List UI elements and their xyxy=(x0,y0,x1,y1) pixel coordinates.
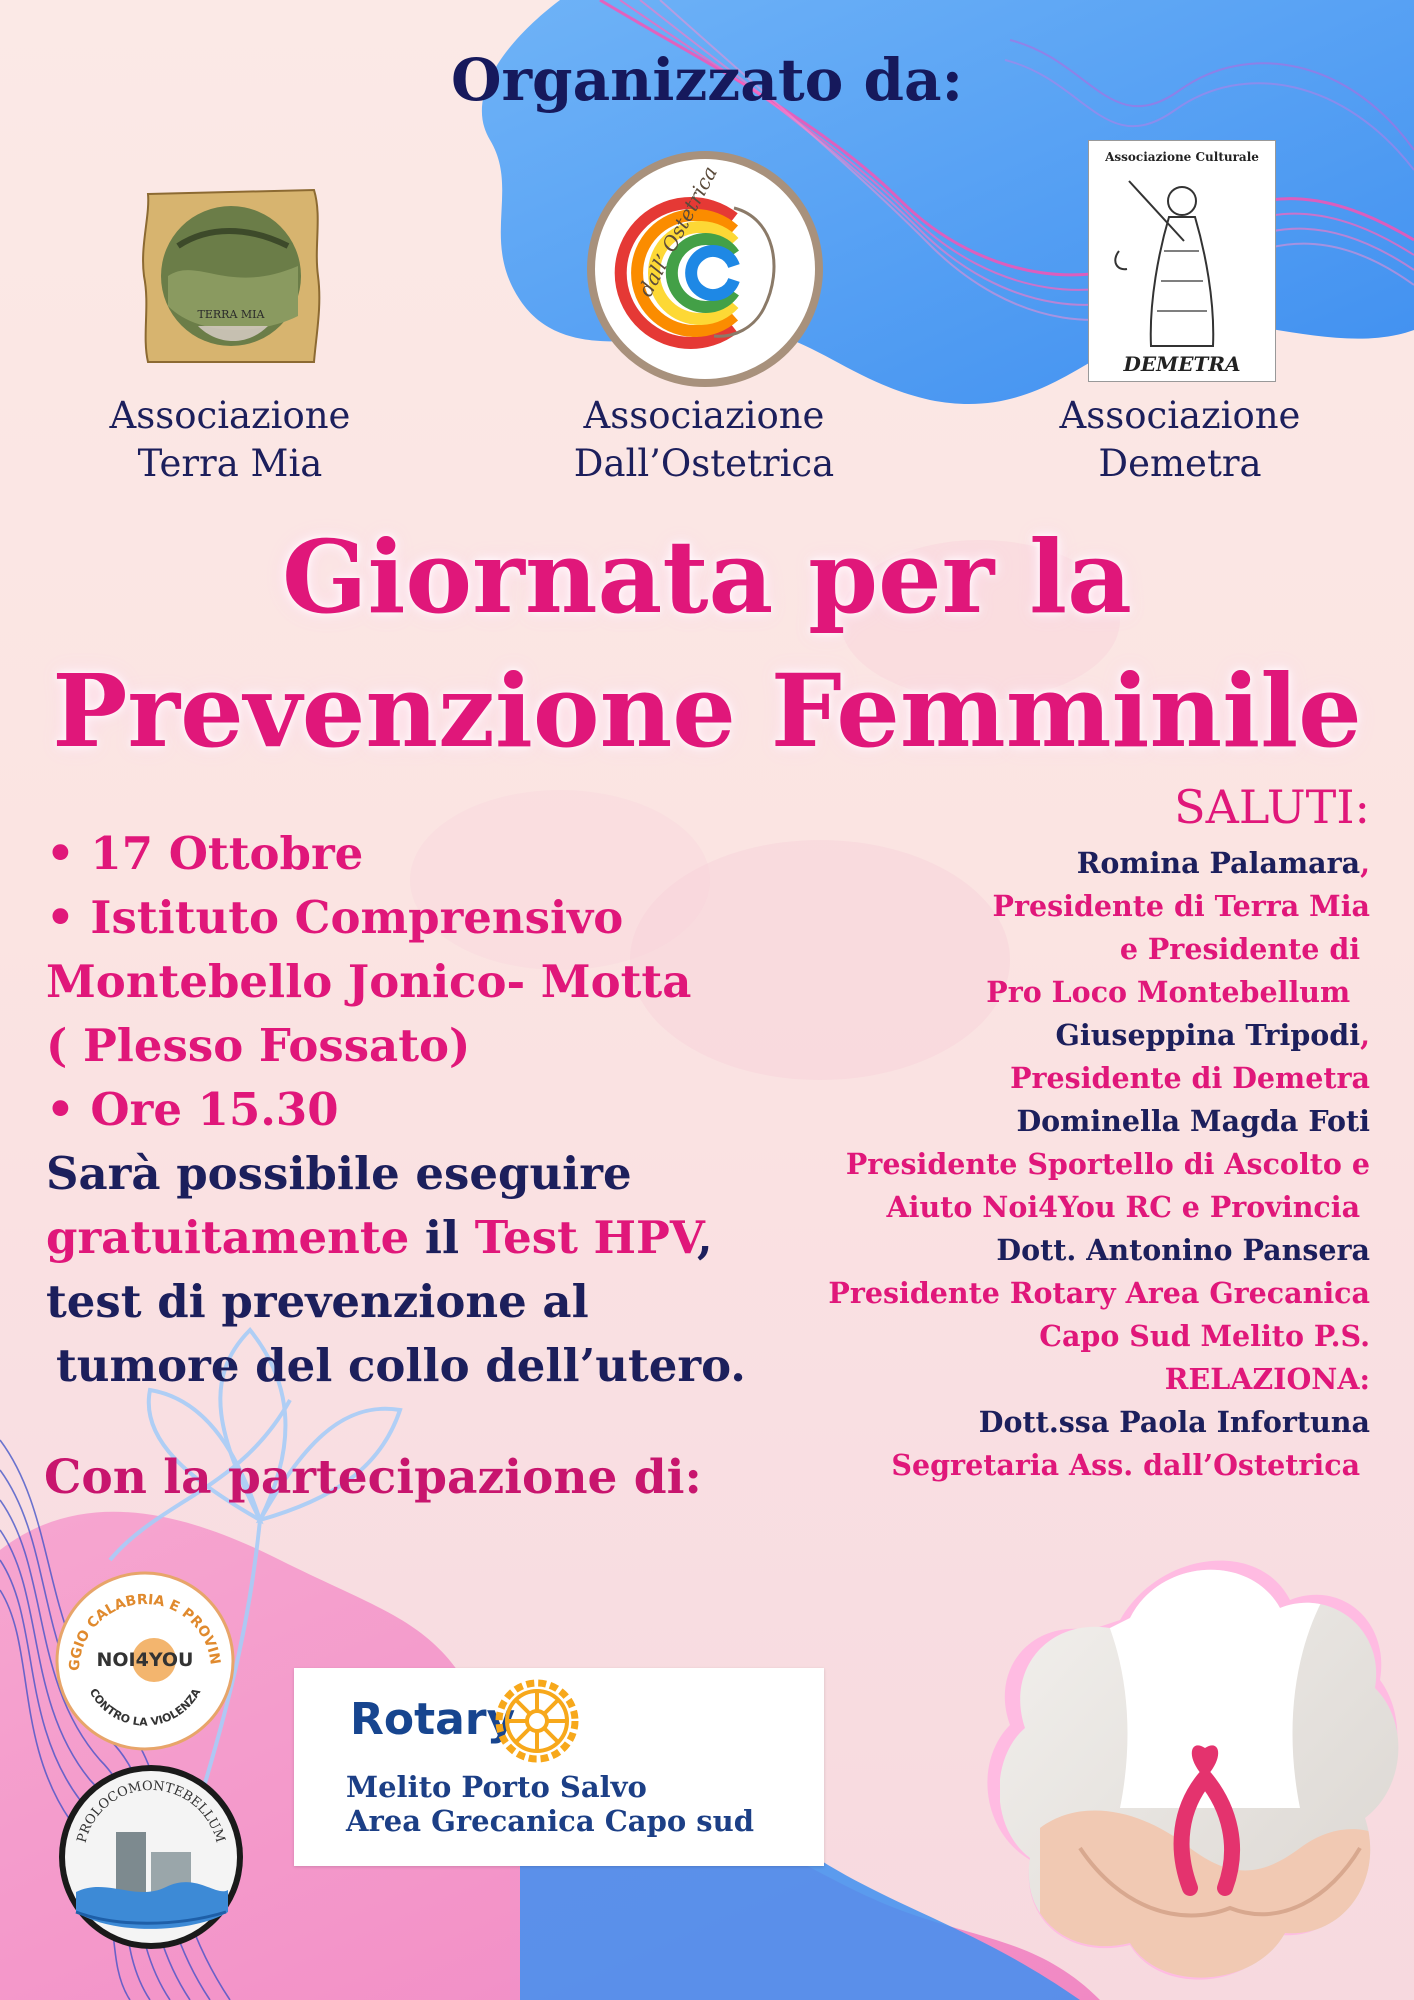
greeting-line xyxy=(730,842,1370,885)
greetings-title: SALUTI: xyxy=(1174,780,1370,834)
organizer-caption-line: Dall’Ostetrica xyxy=(573,442,835,485)
event-title-line-2: Prevenzione Femminile xyxy=(52,652,1362,770)
greeting-name: Giuseppina Tripodi xyxy=(1055,1018,1361,1052)
greeting-line: Segretaria Ass. dall’Ostetrica xyxy=(891,1448,1370,1482)
desc-comma: , xyxy=(696,1211,713,1264)
noi4you-logo xyxy=(54,1570,236,1752)
event-title xyxy=(0,510,1414,778)
organizer-caption-line: Demetra xyxy=(1098,442,1262,485)
rotary-subtitle xyxy=(346,1770,754,1838)
greeting-comma: , xyxy=(1360,1018,1370,1052)
greeting-line: Presidente Rotary Area Grecanica xyxy=(828,1276,1370,1310)
pink-ribbon-hands-photo xyxy=(1000,1548,1410,2000)
greeting-line: Presidente Sportello di Ascolto e xyxy=(845,1147,1370,1181)
event-time: • Ore 15.30 xyxy=(46,1083,339,1136)
event-venue-line-1: • Istituto Comprensivo xyxy=(46,891,624,944)
greeting-line: RELAZIONA: xyxy=(1164,1362,1370,1396)
rotary-wheel-icon xyxy=(494,1678,580,1768)
proloco-ring-text: PROLOCOMONTEBELLUM xyxy=(74,1778,228,1845)
demetra-logo xyxy=(1088,140,1276,382)
event-description-line-4-text: tumore del collo dell’utero. xyxy=(56,1339,746,1392)
dall-ostetrica-logo-text: dall’ Ostetrica xyxy=(633,162,722,301)
greeting-line: Dott.ssa Paola Infortuna xyxy=(978,1405,1370,1439)
organized-by-title: Organizzato da: xyxy=(450,46,964,114)
demetra-logo-top-text: Associazione Culturale xyxy=(1105,150,1259,164)
participation-title: Con la partecipazione di: xyxy=(44,1450,702,1505)
greeting-name: Romina Palamara xyxy=(1076,846,1361,880)
noi4you-ring-text: GGIO CALABRIA E PROVIN xyxy=(66,1591,223,1672)
organizer-caption-line: Associazione xyxy=(1059,394,1301,437)
terra-mia-logo-text: TERRA MIA xyxy=(197,308,265,321)
desc-il: il xyxy=(409,1211,475,1264)
organizer-caption-demetra xyxy=(1020,392,1340,488)
rotary-line-1: Melito Porto Salvo xyxy=(346,1770,647,1804)
event-description-line-4 xyxy=(46,1334,766,1398)
noi4you-bottom-text: CONTRO LA VIOLENZA xyxy=(86,1686,204,1729)
proloco-montebellum-logo xyxy=(56,1762,246,1952)
greeting-line: Presidente di Demetra xyxy=(1010,1061,1370,1095)
event-description-line-1: Sarà possibile eseguire xyxy=(46,1147,632,1200)
event-venue-line-3: ( Plesso Fossato) xyxy=(46,1019,471,1072)
greeting-line: Dott. Antonino Pansera xyxy=(996,1233,1370,1267)
event-title-line-1: Giornata per la xyxy=(282,518,1132,636)
dall-ostetrica-logo xyxy=(584,148,826,390)
test-hpv-highlight: Test HPV xyxy=(474,1211,697,1264)
event-date: • 17 Ottobre xyxy=(46,827,364,880)
rotary-club-card xyxy=(294,1668,824,1866)
organizer-caption-dall-ostetrica xyxy=(544,392,864,488)
free-highlight: gratuitamente xyxy=(46,1211,410,1264)
event-details xyxy=(46,822,766,1398)
greeting-line: Aiuto Noi4You RC e Provincia xyxy=(886,1190,1370,1224)
rotary-name: Rotary xyxy=(350,1694,516,1745)
greeting-line: Pro Loco Montebellum xyxy=(986,975,1370,1009)
event-description-line-3: test di prevenzione al xyxy=(46,1275,589,1328)
greetings-list xyxy=(730,842,1370,1487)
greeting-comma: , xyxy=(1360,846,1370,880)
rotary-line-2: Area Grecanica Capo sud xyxy=(346,1804,754,1838)
greeting-line: Capo Sud Melito P.S. xyxy=(1039,1319,1370,1353)
greeting-line: Dominella Magda Foti xyxy=(1016,1104,1370,1138)
event-description-line-2 xyxy=(46,1206,766,1270)
organizer-caption-line: Associazione xyxy=(583,394,825,437)
event-venue-line-2: Montebello Jonico- Motta xyxy=(46,955,692,1008)
organizer-caption-line: Associazione xyxy=(109,394,351,437)
greeting-line xyxy=(730,1014,1370,1057)
greeting-line: Presidente di Terra Mia xyxy=(992,889,1370,923)
noi4you-center-text: NOI4YOU xyxy=(96,1649,194,1671)
organizer-caption-line: Terra Mia xyxy=(137,442,323,485)
demetra-logo-bottom-text: DEMETRA xyxy=(1123,352,1241,376)
terra-mia-logo xyxy=(138,186,324,366)
greeting-line: e Presidente di xyxy=(1119,932,1370,966)
organizer-caption-terra-mia xyxy=(70,392,390,488)
